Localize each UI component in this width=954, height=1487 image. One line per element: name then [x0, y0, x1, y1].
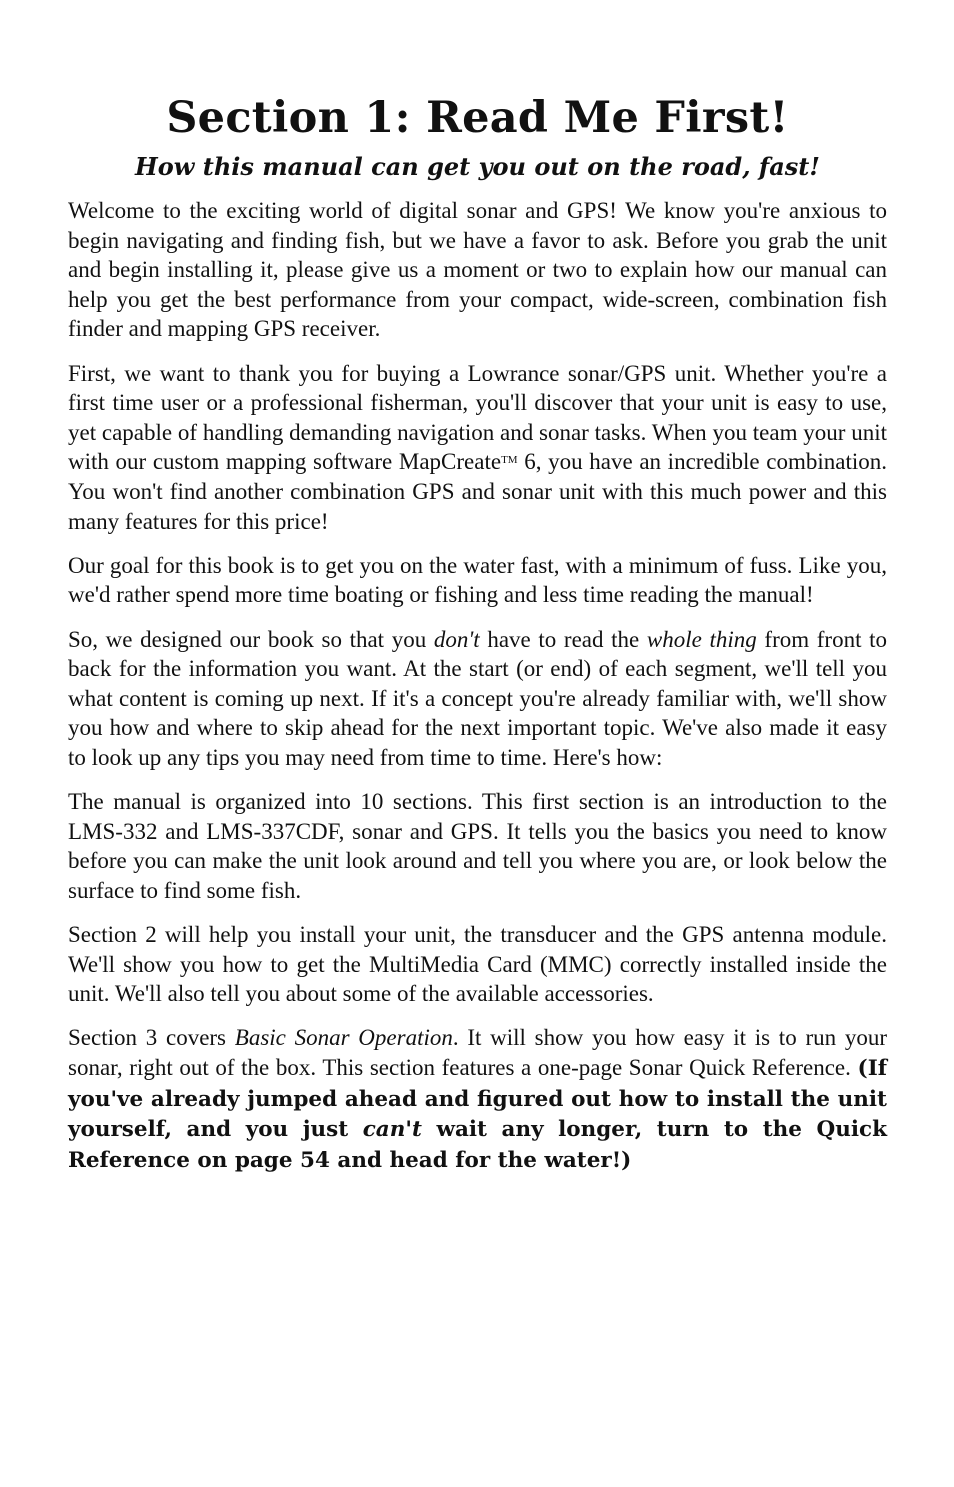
- bold-note-text: (If you've already jumped ahead and figured out how to install the unit yourself, and you just: [68, 1056, 887, 1143]
- paragraph-design: [68, 625, 887, 773]
- paragraph-section-3-text-2: . It will show you how easy it is to run your sonar, right out of the box. This section features a one-page Sonar Quick Reference.: [68, 1025, 888, 1080]
- section-title: Section 1: Read Me First!: [166, 93, 789, 143]
- trademark-mark: TM: [501, 454, 518, 467]
- paragraph-section-2: Section 2 will help you install your unit, the transducer and the GPS antenna module. We'll show you how to get the MultiMedia Card (MMC) correctly installed inside the unit. We'll also tell you about some of the available accessories.: [68, 922, 887, 1007]
- paragraph-design-text-2: have to read the: [479, 626, 647, 652]
- paragraph-thanks-text: First, we want to thank you for buying a Lowrance sonar/GPS unit. Whether you're a first time user or a professional fisherman, you'll discover that your unit is easy to use, yet capable of handling demanding navigation and sonar tasks. When you team your unit with our custom mapping software MapCreate: [68, 360, 887, 475]
- emphasis-whole-thing: whole thing: [646, 626, 757, 652]
- paragraph-section-3: [68, 1023, 887, 1175]
- paragraph-thanks-text-cont: 6, you have an incredible combination. You won't find another combination GPS and sonar unit with this much power and this many features for this price!: [68, 449, 888, 534]
- paragraph-organization: The manual is organized into 10 sections. This first section is an introduction to the LMS-332 and LMS-337CDF, sonar and GPS. It tells you the basics you need to know before you can make the unit look around and tell you where you are, or look below the surface to find some fish.: [68, 789, 887, 903]
- emphasis-cant: can't: [362, 1117, 422, 1143]
- paragraph-goal: Our goal for this book is to get you on the water fast, with a minimum of fuss. Like you, we'd rather spend more time boating or fishing and less time reading the manual!: [68, 552, 887, 608]
- emphasis-basic-sonar-operation: Basic Sonar Operation: [234, 1025, 453, 1051]
- paragraph-thanks: [68, 359, 887, 537]
- paragraph-welcome: Welcome to the exciting world of digital sonar and GPS! We know you're anxious to begin navigating and finding fish, but we have a favor to ask. Before you grab the unit and begin installing it, please give us a moment or two to explain how our manual can help you get the best performance from your compact, wide-screen, combination fish finder and mapping GPS receiver.: [68, 198, 887, 342]
- manual-page: [68, 88, 887, 1190]
- paragraph-design-text: So, we designed our book so that you: [68, 626, 434, 652]
- emphasis-dont: don't: [433, 626, 480, 652]
- paragraph-design-text-3: from front to back for the information you want. At the start (or end) of each segment, we'll tell you what content is coming up next. If it's a concept you're already familiar with, we'll show you how and where to skip ahead for the next important topic. We've also made it easy to look up any tips you may need from time to time. Here's how:: [68, 626, 888, 770]
- section-subtitle: How this manual can get you out on the road, fast!: [135, 152, 820, 181]
- bold-note-text-2: wait any longer, turn to the Quick Reference on page 54 and head for the water!): [68, 1117, 887, 1173]
- paragraph-section-3-text: Section 3 covers: [68, 1025, 235, 1051]
